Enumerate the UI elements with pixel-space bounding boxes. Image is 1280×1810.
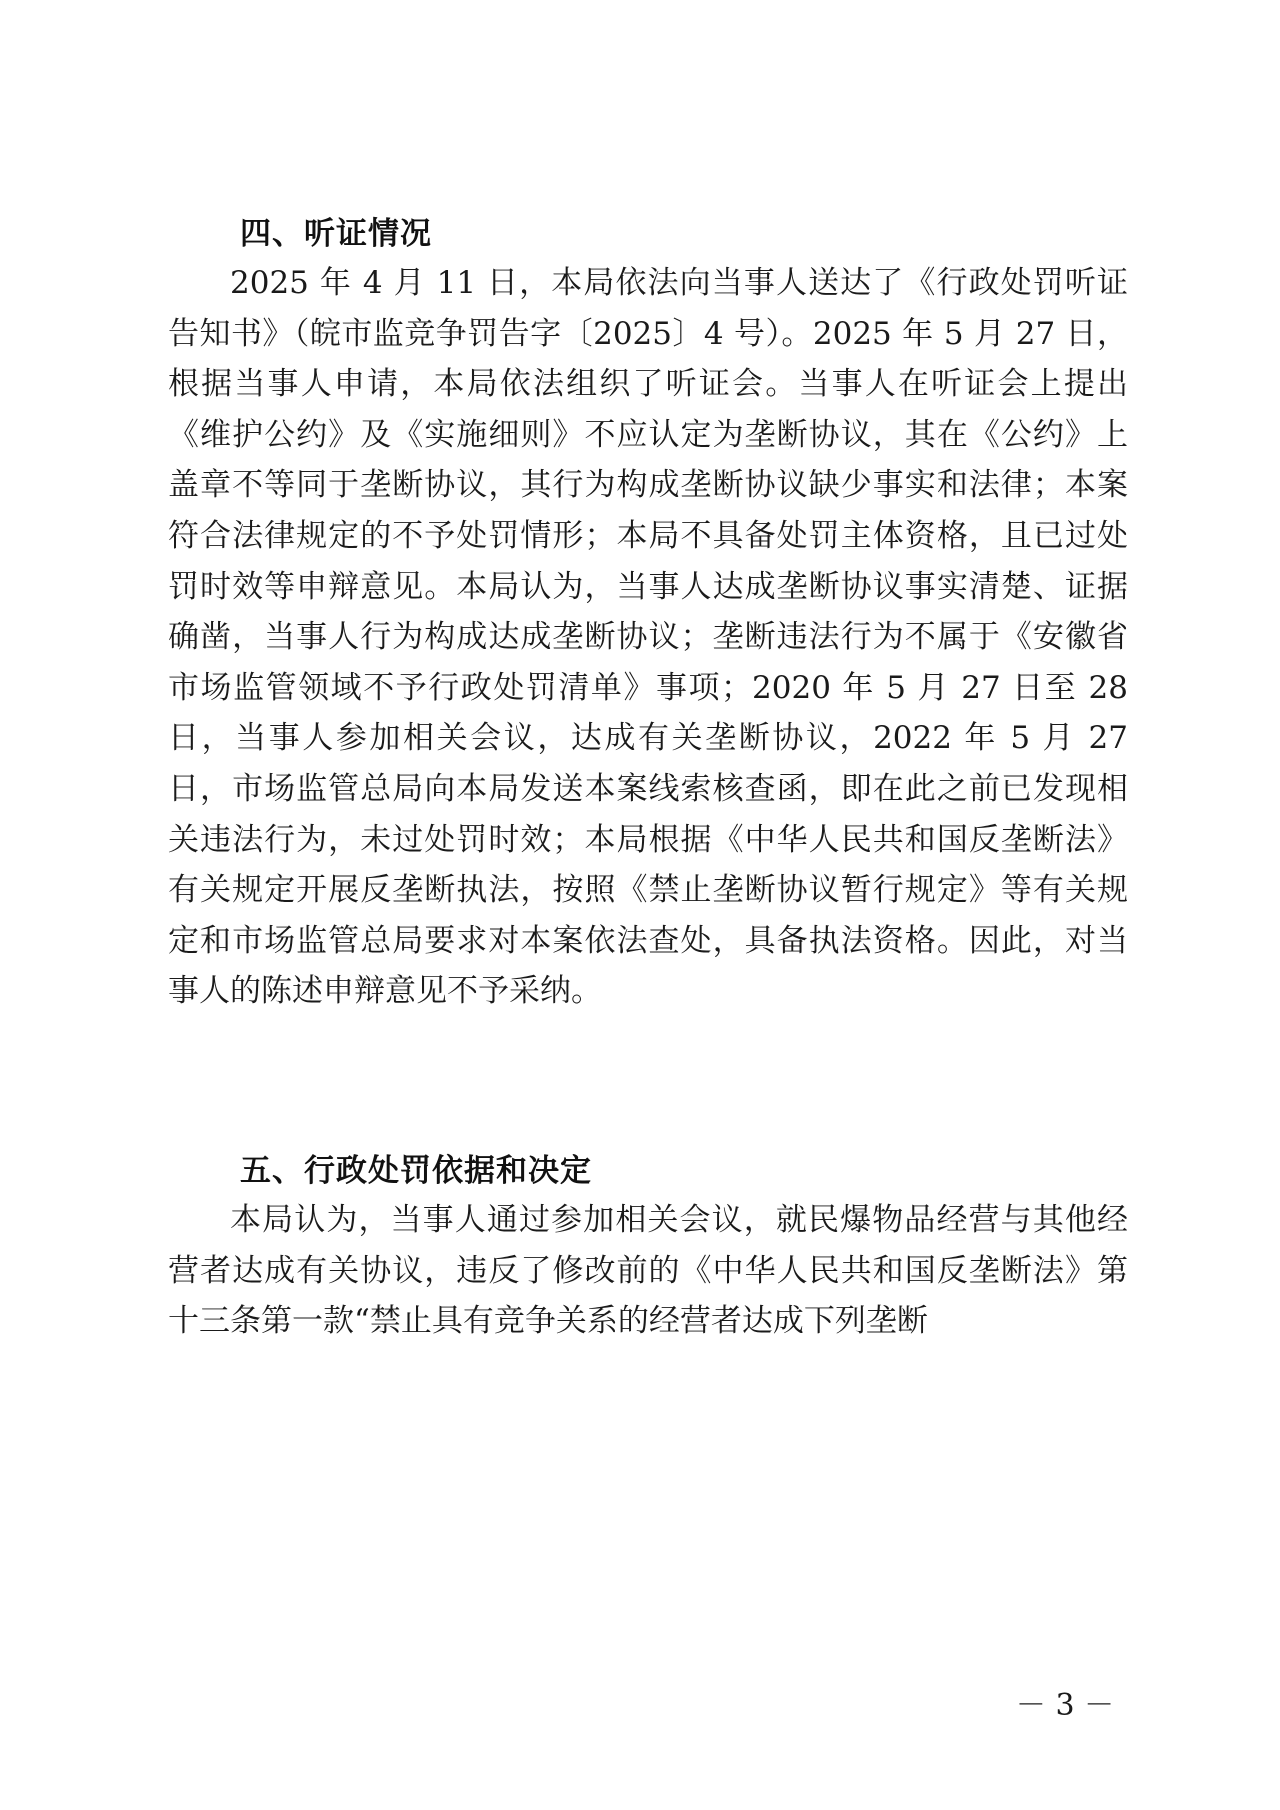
- section-paragraph-penalty-basis: 本局认为，当事人通过参加相关会议，就民爆物品经营与其他经营者达成有关协议，违反了修改前的《中华人民共和国反垄断法》第十三条第一款“禁止具有竞争关系的经营者达成下列垄断: [168, 1202, 1128, 1340]
- section-paragraph-hearing: 2025 年 4 月 11 日，本局依法向当事人送达了《行政处罚听证告知书》（皖市监竞争罚告字〔2025〕4 号）。2025 年 5 月 27 日，根据当事人申请，本局依法组织了听证会。当事人在听证会上提出《维护公约》及《实施细则》不应认定为垄断协议，其在《公约》上盖章不等同于垄断协议，其行为构成垄断协议缺少事实和法律；本案符合法律规定的不予处罚情形；本局不具备处罚主体资格，且已过处罚时效等申辩意见。本局认为，当事人达成垄断协议事实清楚、证据确凿，当事人行为构成达成垄断协议；垄断违法行为不属于《安徽省市场监管领域不予行政处罚清单》事项；2020 年 5 月 27 日至 28 日，当事人参加相关会议，达成有关垄断协议，2022 年 5 月 27 日，市场监管总局向本局发送本案线索核查函，即在此之前已发现相关违法行为，未过处罚时效；本局根据《中华人民共和国反垄断法》有关规定开展反垄断执法，按照《禁止垄断协议暂行规定》等有关规定和市场监管总局要求对本案依法查处，具备执法资格。因此，对当事人的陈述申辩意见不予采纳。: [168, 265, 1128, 1010]
- section-heading-hearing: 四、听证情况: [240, 216, 432, 252]
- page-number: － 3 －: [1015, 1688, 1115, 1723]
- section-heading-penalty-basis: 五、行政处罚依据和决定: [240, 1153, 592, 1189]
